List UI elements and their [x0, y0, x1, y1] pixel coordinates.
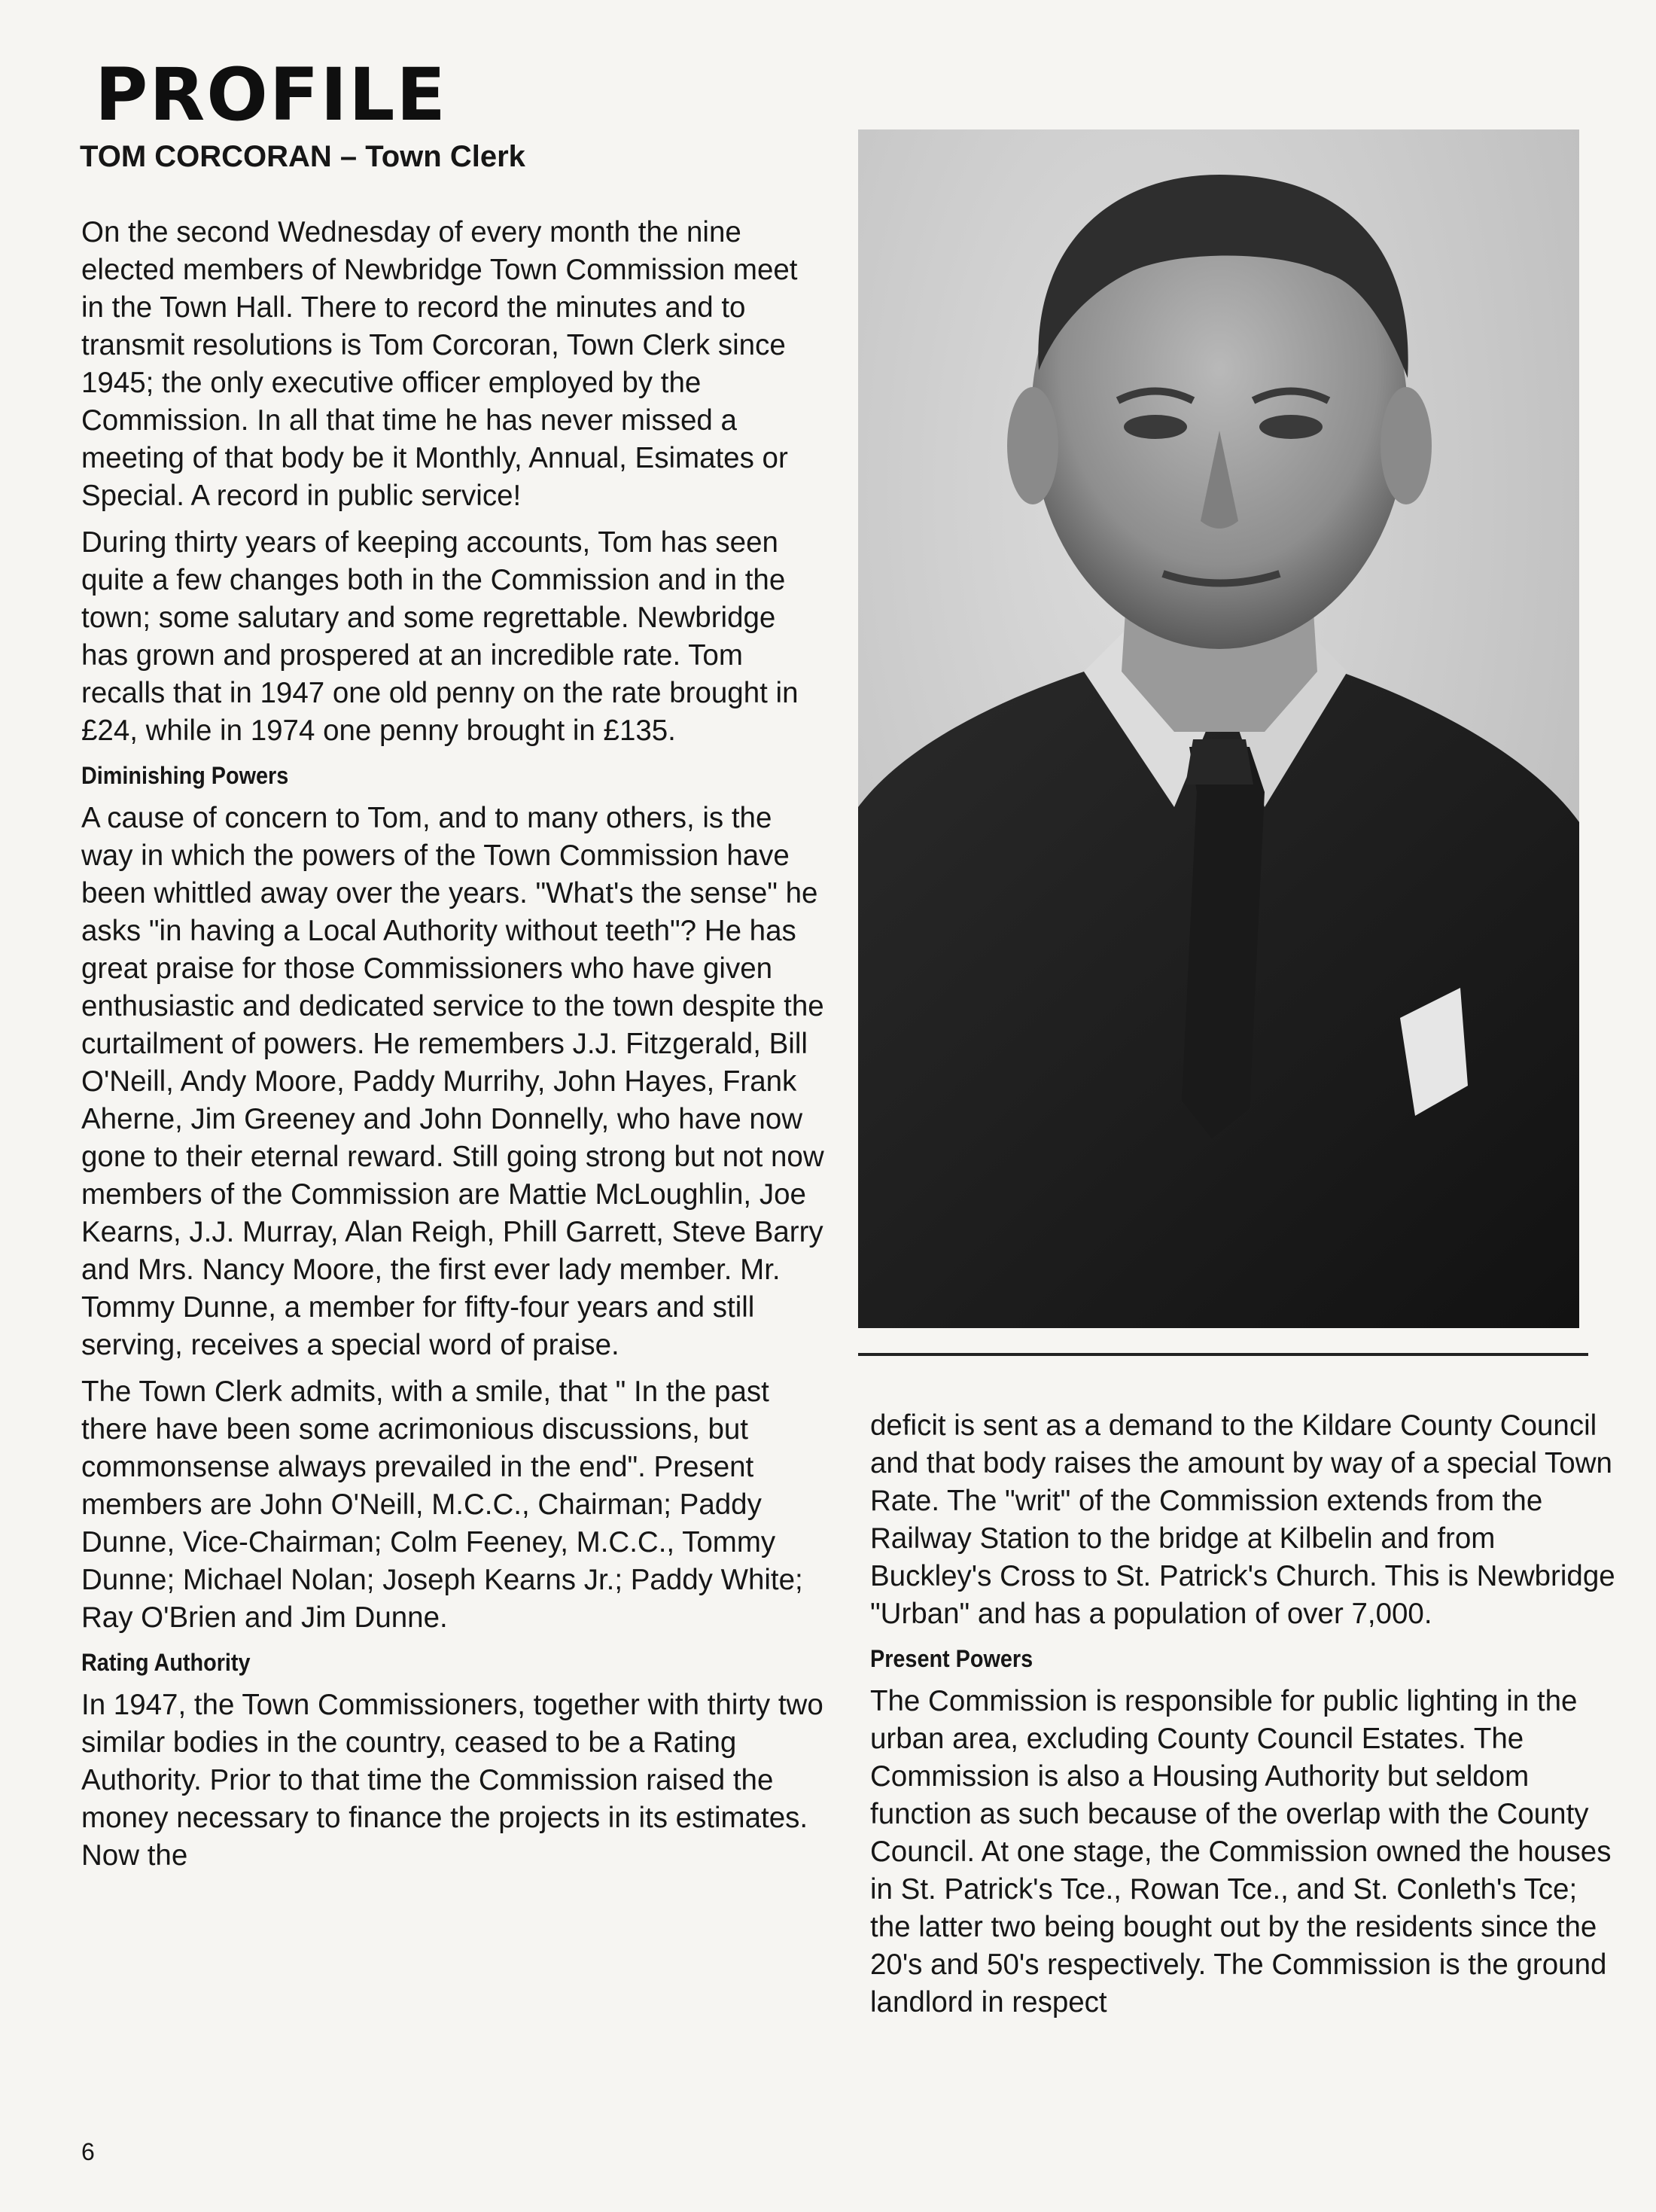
paragraph: In 1947, the Town Commissioners, together with thirty two similar bodies in the country, ceased to be a Rating Authority. Prior to that time the Commission raised the money necessary to finance the projects in its estimates. Now the — [81, 1689, 823, 1872]
section-heading: Diminishing Powers — [81, 762, 289, 789]
page-title: PROFILE — [95, 53, 447, 137]
right-column — [870, 1407, 1623, 2031]
section-heading: Present Powers — [870, 1645, 1033, 1672]
paragraph: deficit is sent as a demand to the Kildare County Council and that body raises the amount by way of a special Town Rate. The "writ" of the Commission extends from the Railway Station to the bridge at Kilbelin and from Buckley's Cross to St. Patrick's Church. This is Newbridge "Urban" and has a population of over 7,000. — [870, 1409, 1615, 1630]
section-heading: Rating Authority — [81, 1649, 251, 1676]
paragraph: A cause of concern to Tom, and to many others, is the way in which the powers of the Town Commission have been whittled away over the years. "What's the sense" he asks "in having a Local Authority without teeth"? He has great praise for those Commissioners who have given enthusiastic and dedicated service to the town despite the curtailment of powers. He remembers J.J. Fitzgerald, Bill O'Neill, Andy Moore, Paddy Murrihy, John Hayes, Frank Aherne, Jim Greeney and John Donnelly, who have now gone to their eternal reward. Still going strong but not now members of the Commission are Mattie McLoughlin, Joe Kearns, J.J. Murray, Alan Reigh, Phill Garrett, Steve Barry and Mrs. Nancy Moore, the first ever lady member. Mr. Tommy Dunne, a member for fifty-four years and still serving, receives a special word of praise. — [81, 802, 824, 1361]
article-subtitle: TOM CORCORAN – Town Clerk — [80, 140, 525, 173]
paragraph: During thirty years of keeping accounts, Tom has seen quite a few changes both in the Commission and in the town; some salutary and some regrettable. Newbridge has grown and prospered at an incredible rate. Tom recalls that in 1947 one old penny on the rate brought in £24, while in 1974 one penny brought in £135. — [81, 526, 799, 747]
paragraph: The Town Clerk admits, with a smile, that " In the past there have been some acrimonious discussions, but commonsense always prevailed in the end". Present members are John O'Neill, M.C.C., Chairman; Paddy Dunne, Vice-Chairman; Colm Feeney, M.C.C., Tommy Dunne; Michael Nolan; Joseph Kearns Jr.; Paddy White; Ray O'Brien and Jim Dunne. — [81, 1376, 803, 1634]
divider-rule — [858, 1353, 1588, 1356]
page-number: 6 — [81, 2138, 95, 2165]
left-column — [81, 214, 826, 1884]
paragraph: The Commission is responsible for public lighting in the urban area, excluding County Council Estates. The Commission is also a Housing Authority but seldom function as such because of the overlap with the County Council. At one stage, the Commission owned the houses in St. Patrick's Tce., Rowan Tce., and St. Conleth's Tce; the latter two being bought out by the residents since the 20's and 50's respectively. The Commission is the ground landlord in respect — [870, 1685, 1612, 2019]
paragraph: On the second Wednesday of every month the nine elected members of Newbridge Town Commission meet in the Town Hall. There to record the minutes and to transmit resolutions is Tom Corcoran, Town Clerk since 1945; the only executive officer employed by the Commission. In all that time he has never missed a meeting of that body be it Monthly, Annual, Esimates or Special. A record in public service! — [81, 216, 798, 512]
portrait-photo — [858, 129, 1579, 1328]
portrait-illustration — [858, 129, 1579, 1328]
